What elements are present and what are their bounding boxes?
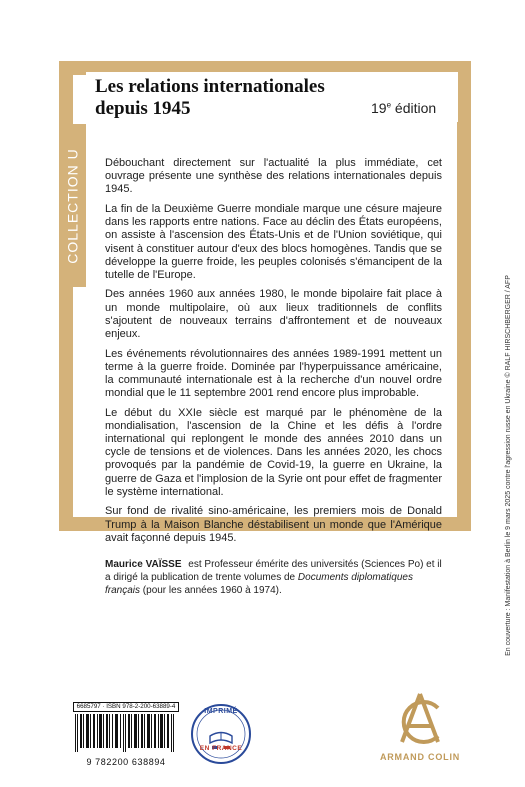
edition-number: 19 — [371, 100, 387, 116]
edition-word: édition — [394, 100, 437, 116]
author-bio — [105, 558, 445, 597]
paragraph: Les événements révolutionnaires des années 1989-1991 mettent un terme à la guerre froide. Dominée par l'hyperpuissance américaine, la communauté internationale est à la recherche d'un nouvel ordre mondial que le 11 septembre 2001 rend encore plus improbable. — [105, 347, 442, 400]
book-title — [95, 76, 325, 120]
title-line-2: depuis 1945 — [95, 98, 191, 119]
armand-colin-logo-icon — [390, 688, 450, 750]
paragraph: Sur fond de rivalité sino-américaine, les premiers mois de Donald Trump à la Maison Blanche déstabilisent un monde que l'Amérique avait façonné depuis 1945. — [105, 505, 442, 544]
photo-credit — [497, 150, 519, 780]
barcode-number: 9 782200 638894 — [86, 757, 166, 767]
isbn-label: 6685797 · ISBN 978-2-200-63889-4 — [73, 702, 179, 712]
barcode-bars-icon — [73, 714, 179, 752]
photo-credit-text: En couverture : Manifestation à Berlin le 9 mars 2025 contre l'agression russe en Ukraine © RALF HIRSCHBERGER / AFP — [504, 274, 512, 656]
summary-text — [105, 157, 442, 551]
author-text-before: est Professeur émérite des universités (Sciences Po) et il a dirigé la publication de trente volumes de — [105, 559, 442, 583]
publisher-name: ARMAND COLIN — [379, 752, 461, 762]
barcode — [73, 702, 179, 767]
collection-label — [59, 124, 86, 287]
author-name: Maurice VAÏSSE — [105, 559, 182, 570]
paragraph: La fin de la Deuxième Guerre mondiale marque une césure majeure dans les rapports entre nations. Face au déclin des États européens, on assiste à l'ascension des États-Unis et de l'Union soviétique, qui visent à constituer autour d'eux des blocs homogènes. Tandis que se développe la guerre froide, les peuples colonisés s'émancipent de la tutelle de l'Europe. — [105, 202, 442, 281]
author-text-after: (pour les années 1960 à 1974). — [142, 585, 282, 596]
edition-label — [371, 100, 436, 116]
collection-text: COLLECTION U — [64, 147, 81, 264]
badge-bottom-text: EN FRANCE — [199, 745, 243, 752]
author-text-italic: Documents diplomatiques français — [105, 572, 413, 596]
edition-sup: e — [386, 100, 392, 110]
paragraph: Le début du XXIe siècle est marqué par le phénomène de la mondialisation, l'ascension de la Chine et les défis à l'ordre international qui replongent le monde des années 2010 dans un cycle de tensions et de violences. Dans les années 2020, les chocs provoqués par la pandémie de Covid-19, la guerre en Ukraine, la guerre de Gaza et l'implosion de la Syrie ont pour effet de fragmenter le système international. — [105, 406, 442, 498]
title-line-1: Les relations internationales — [95, 76, 325, 97]
paragraph: Des années 1960 aux années 1980, le monde bipolaire fait place à un monde multipolaire, où aux lieux traditionnels de conflits s'ajoutent de nouveaux terrains d'affrontement et de nouveaux enjeux. — [105, 288, 442, 341]
badge-top-text: IMPRIMÉ — [204, 708, 238, 715]
paragraph: Débouchant directement sur l'actualité la plus immédiate, cet ouvrage présente une synthèse des relations internationales depuis 1945. — [105, 157, 442, 196]
